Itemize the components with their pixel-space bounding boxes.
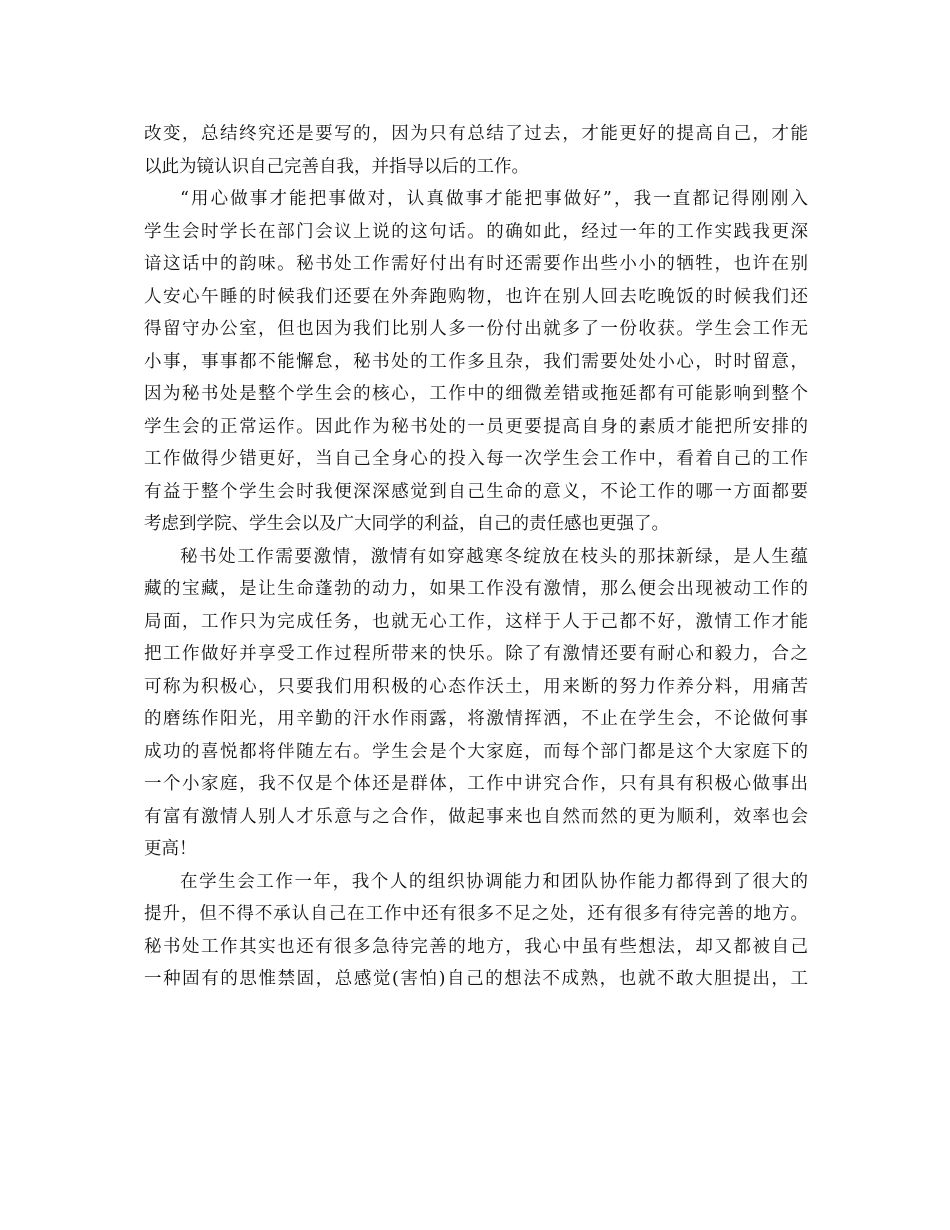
text-line-8: 小事，事事都不能懈怠，秘书处的工作多且杂，我们需要处处小心，时时留意，	[144, 351, 808, 372]
text-line-23: 更高！	[144, 839, 197, 859]
text-line-19: 的磨练作阳光，用辛勤的汗水作雨露，将激情挥洒，不止在学生会，不论做何事	[144, 709, 808, 729]
text-line-25: 提升，但不得不承认自己在工作中还有很多不足之处，还有很多有待完善的地方。	[144, 904, 808, 924]
text-line-9: 因为秘书处是整个学生会的核心，工作中的细微差错或拖延都有可能影响到整个	[144, 384, 808, 404]
text-line-16: 局面，工作只为完成任务，也就无心工作，这样于人于己都不好，激情工作才能	[144, 611, 808, 632]
text-line-6: 人安心午睡的时候我们还要在外奔跑购物，也许在别人回去吃晚饭的时候我们还	[144, 286, 808, 307]
text-line-21: 一个小家庭，我不仅是个体还是群体，工作中讲究合作，只有具有积极心做事出	[144, 774, 808, 794]
text-line-20: 成功的喜悦都将伴随左右。学生会是个大家庭，而每个部门都是这个大家庭下的	[144, 741, 808, 762]
text-line-22: 有富有激情人别人才乐意与之合作，做起事来也自然而然的更为顺利，效率也会	[144, 806, 808, 827]
text-line-17: 把工作做好并享受工作过程所带来的快乐。除了有激情还要有耐心和毅力，合之	[144, 644, 808, 664]
text-line-27: 一种固有的思惟禁固，总感觉(害怕)自己的想法不成熟，也就不敢大胆提出，工	[144, 969, 808, 989]
text-line-4: 学生会时学长在部门会议上说的这句话。的确如此，经过一年的工作实践我更深	[144, 221, 808, 242]
text-line-12: 有益于整个学生会时我便深深感觉到自己生命的意义，不论工作的哪一方面都要	[144, 481, 808, 502]
text-line-24: 在学生会工作一年，我个人的组织协调能力和团队协作能力都得到了很大的	[180, 871, 808, 892]
text-line-11: 工作做得少错更好，当自己全身心的投入每一次学生会工作中，看着自己的工作	[144, 449, 808, 469]
text-line-1: 改变，总结终究还是要写的，因为只有总结了过去，才能更好的提高自己，才能	[144, 124, 808, 144]
text-line-10: 学生会的正常运作。因此作为秘书处的一员更要提高自身的素质才能把所安排的	[144, 416, 808, 437]
text-line-2: 以此为镜认识自己完善自我，并指导以后的工作。	[144, 156, 529, 177]
text-line-15: 藏的宝藏，是让生命蓬勃的动力，如果工作没有激情，那么便会出现被动工作的	[144, 579, 808, 599]
text-line-7: 得留守办公室，但也因为我们比别人多一份付出就多了一份收获。学生会工作无	[144, 319, 808, 339]
text-line-13: 考虑到学院、学生会以及广大同学的利益，自己的责任感也更强了。	[144, 514, 669, 534]
document-body	[144, 118, 808, 996]
text-line-26: 秘书处工作其实也还有很多急待完善的地方，我心中虽有些想法，却又都被自己	[144, 936, 808, 957]
text-line-18: 可称为积极心，只要我们用积极的心态作沃土，用来断的努力作养分料，用痛苦	[144, 676, 808, 697]
text-line-5: 谙这话中的韵味。秘书处工作需好付出有时还需要作出些小小的牺牲，也许在别	[144, 254, 808, 274]
text-line-14: 秘书处工作需要激情，激情有如穿越寒冬绽放在枝头的那抹新绿，是人生蕴	[180, 546, 808, 567]
text-line-3: “用心做事才能把事做对，认真做事才能把事做好”，我一直都记得刚刚入	[180, 189, 808, 209]
